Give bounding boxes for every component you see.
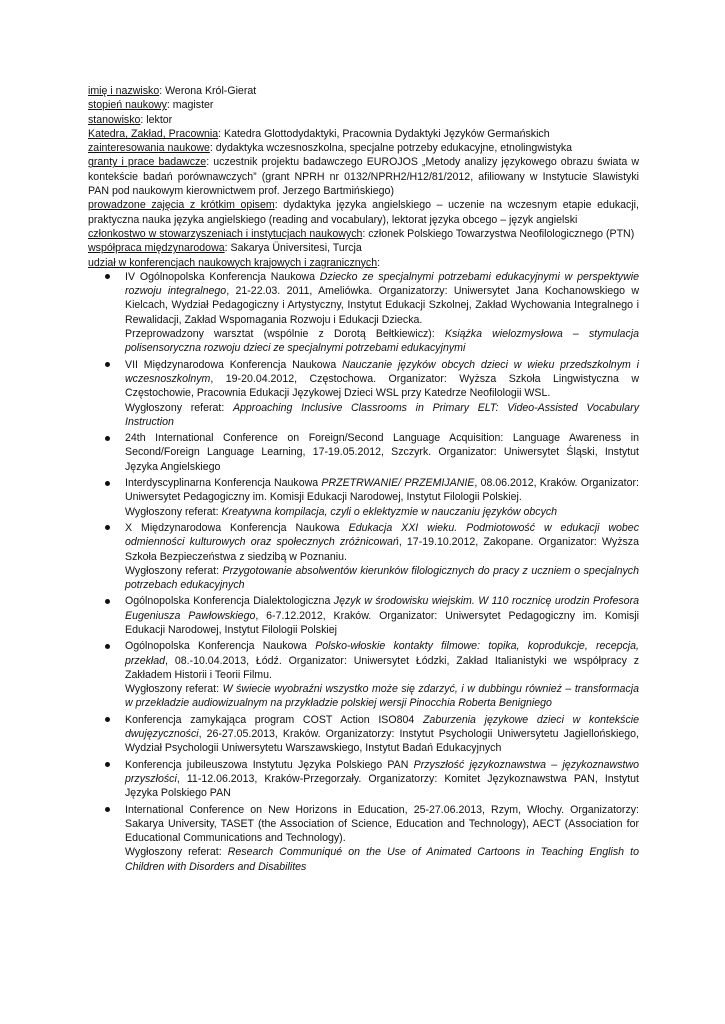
conference-presentation: [125, 682, 639, 711]
conference-item: [125, 713, 639, 756]
conference-title: Przyszłość językoznawstwa – językoznawstwo przyszłości: [125, 758, 639, 785]
field-conferences: [88, 256, 639, 270]
conference-description: [125, 713, 639, 756]
conference-title: Polsko-włoskie kontakty filmowe: topika, koprodukcje, recepcja, przekład: [125, 640, 639, 667]
conference-description: [125, 639, 639, 682]
conference-text: , 21-22.03. 2011, Ameliówka. Organizatorzy: Uniwersytet Jana Kochanowskiego w Kielcach, Wydział Pedagogiczny i Artystyczny, Instytut Edukacji Szkolnej, Zakład Wychowania Integralnego i Rewalidacji, Zakład Wspomagania Rozwoju i Edukacji Dziecka.: [125, 285, 640, 326]
conference-text: , 08.-10.04.2013, Łódź. Organizator: Uniwersytet Łódzki, Zakład Italianistyki we współpracy z Zakładem Historii i Teorii Filmu.: [125, 654, 639, 681]
field-label: Katedra, Zakład, Pracownia: [88, 127, 219, 140]
presentation-label: Wygłoszony referat:: [125, 846, 228, 859]
conference-title: PRZETRWANIE/ PRZEMIJANIE: [321, 477, 475, 490]
conference-text: , 6-7.12.2012, Kraków. Organizator: Uniwersytet Pedagogiczny im. Komisji Edukacji Narodowej, Instytut Filologii Polskiej: [125, 609, 639, 636]
field-value: : uczestnik projektu badawczego EUROJOS „Metody analizy językowego obrazu świata w kontekście badań porównawczych” (grant NPRH nr 0132/NPRH2/H12/81/2012, afiliowany w Instytucie Slawistyki PAN pod naukowym kierownictwem prof. Jerzego Bartmińskiego): [88, 156, 639, 198]
presentation-title: Research Communiqué on the Use of Animated Cartoons in Teaching English to Children with Disorders and Disabilites: [125, 846, 639, 873]
conference-description: [125, 270, 639, 327]
conference-description: [125, 758, 639, 801]
field-department: [88, 127, 639, 141]
field-cooperation: [88, 241, 639, 255]
conference-text: Konferencja zamykająca program COST Action ISO804: [125, 713, 423, 726]
conference-title: Język w środowisku wiejskim. W 110 rocznicę urodzin Profesora Eugeniusza Pawłowskiego: [125, 595, 639, 622]
conference-description: [125, 431, 639, 474]
conference-text: , 26-27.05.2013, Kraków. Organizatorzy: Instytut Psychologii Uniwersytetu Jagiellońskiego, Wydział Psychologii Uniwersytetu Warszawskiego, Instytut Badań Edukacyjnych: [125, 728, 639, 755]
conference-presentation: [125, 401, 639, 430]
presentation-label: Wygłoszony referat:: [125, 505, 222, 518]
conference-description: [125, 521, 639, 564]
conference-item: [125, 758, 639, 801]
field-label: imię i nazwisko: [88, 85, 160, 97]
document-page: [88, 84, 639, 876]
field-label: prowadzone zajęcia z krótkim opisem: [88, 199, 275, 212]
field-value: : członek Polskiego Towarzystwa Neofilologicznego (PTN): [362, 227, 635, 240]
conference-item: [125, 521, 639, 592]
conference-title: Edukacja XXI wieku. Podmiotowość w edukacji wobec odmienności kulturowych oraz społecznych zróżnicowań: [125, 521, 639, 549]
presentation-title: Przygotowanie absolwentów kierunków filologicznych do pracy z uczniem o specjalnych potrzebach edukacyjnych: [125, 564, 639, 592]
presentation-title: Approaching Inclusive Classrooms in Primary ELT: Video-Assisted Vocabulary Instruction: [125, 401, 639, 428]
presentation-label: Wygłoszony referat:: [125, 564, 223, 577]
field-label: granty i prace badawcze: [88, 156, 207, 169]
presentation-title: Kreatywna kompilacja, czyli o eklektyzmie w nauczaniu języków obcych: [221, 505, 558, 518]
conference-item: [125, 639, 639, 710]
conference-text: Ogólnopolska Konferencja Dialektologiczna: [125, 595, 334, 608]
field-position: [88, 113, 639, 127]
field-label: zainteresowania naukowe: [88, 142, 210, 155]
field-label: współpraca międzynarodowa: [88, 242, 225, 255]
conference-description: [125, 594, 639, 637]
conference-item: [125, 431, 639, 474]
conference-list: [88, 270, 639, 874]
conference-text: Interdyscyplinarna Konferencja Naukowa: [125, 477, 322, 490]
field-label: członkostwo w stowarzyszeniach i instytucjach naukowych: [88, 227, 363, 240]
conference-text: , 17-19.10.2012, Zakopane. Organizator: Wyższa Szkoła Bezpieczeństwa z siedzibą w Poznaniu.: [125, 536, 639, 563]
conference-presentation: [125, 564, 639, 593]
conference-title: Nauczanie języków obcych dzieci w wieku przedszkolnym i wczesnoszkolnym: [125, 358, 639, 385]
conference-item: [125, 270, 639, 356]
conference-item: [125, 476, 639, 519]
presentation-label: Wygłoszony referat:: [125, 683, 223, 696]
presentation-label: Przeprowadzony warsztat (wspólnie z Dorotą Bełtkiewicz):: [125, 328, 445, 341]
conference-description: [125, 803, 639, 846]
conference-description: [125, 476, 639, 505]
field-value: : Werona Król-Gierat: [159, 85, 257, 97]
field-value: : magister: [166, 99, 214, 112]
conference-title: Zaburzenia językowe dzieci w kontekście dwujęzyczności: [125, 713, 639, 741]
conference-text: , 19-20.04.2012, Częstochowa. Organizator: Wyższa Szkoła Lingwistyczna w Częstochowie, Pracownia Edukacji Językowej Dzieci WSL przy Katedrze Neofilologii WSL.: [125, 372, 639, 400]
field-grants: [88, 155, 639, 198]
presentation-label: Wygłoszony referat:: [125, 401, 233, 414]
conference-text: X Międzynarodowa Konferencja Naukowa: [125, 521, 349, 534]
field-label: stanowisko: [88, 113, 141, 126]
presentation-title: Książka wielozmysłowa – stymulacja polisensoryczna rozwoju dzieci ze specjalnymi potrzebami edukacyjnymi: [125, 328, 639, 355]
presentation-title: W świecie wyobraźni wszystko może się zdarzyć, i w dubbingu również – transformacja w przekładzie audiowizualnym na przykładzie polskiej wersji Pinocchia Roberta Benigniego: [125, 683, 639, 710]
conference-item: [125, 358, 639, 429]
conference-text: , 08.06.2012, Kraków. Organizator: Uniwersytet Pedagogiczny im. Komisji Edukacji Narodowej, Instytut Filologii Polskiej.: [125, 477, 639, 504]
conference-text: Konferencja jubileuszowa Instytutu Języka Polskiego PAN: [125, 758, 414, 771]
field-name: [88, 84, 639, 98]
conference-text: , 11-12.06.2013, Kraków-Przegorzały. Organizatorzy: Komitet Językoznawstwa PAN, Instytut Języka Polskiego PAN: [125, 772, 639, 800]
conference-presentation: [125, 327, 639, 356]
conference-item: [125, 594, 639, 637]
field-label: udział w konferencjach naukowych krajowych i zagranicznych: [88, 256, 378, 269]
conference-text: VII Międzynarodowa Konferencja Naukowa: [125, 358, 343, 371]
field-degree: [88, 98, 639, 112]
field-value: : Katedra Glottodydaktyki, Pracownia Dydaktyki Języków Germańskich: [218, 127, 550, 140]
field-value: : Sakarya Üniversitesi, Turcja: [224, 242, 362, 255]
conference-text: IV Ogólnopolska Konferencja Naukowa: [125, 270, 320, 283]
field-interests: [88, 141, 639, 155]
field-membership: [88, 227, 639, 241]
field-value: : dydaktyka języka angielskiego – uczenie na wczesnym etapie edukacji, praktyczna nauka języka angielskiego (reading and vocabulary), lektorat języka obcego – język angielski: [88, 199, 639, 226]
conference-title: Dziecko ze specjalnymi potrzebami edukacyjnymi w perspektywie rozwoju integralnego: [125, 270, 639, 298]
field-courses: [88, 198, 639, 227]
conference-presentation: [125, 845, 639, 874]
conference-presentation: [125, 505, 639, 519]
conference-text: Ogólnopolska Konferencja Naukowa: [125, 640, 316, 653]
conference-text: International Conference on New Horizons in Education, 25-27.06.2013, Rzym, Włochy. Organizatorzy: Sakarya University, TASET (the Association of Science, Education and Technology), AECT (Association for Educational Communications and Technology).: [125, 803, 639, 845]
field-value: :: [377, 256, 381, 269]
field-value: : lektor: [140, 113, 173, 126]
field-value: : dydaktyka wczesnoszkolna, specjalne potrzeby edukacyjne, etnolingwistyka: [209, 142, 573, 155]
conference-item: [125, 803, 639, 874]
field-label: stopień naukowy: [88, 99, 167, 112]
conference-text: 24th International Conference on Foreign/Second Language Acquisition: Language Awareness in Second/Foreign Language Learning, 17-19.05.2012, Szczyrk. Organizator: Uniwersytet Śląski, Instytut Języka Angielskiego: [125, 432, 639, 473]
conference-description: [125, 358, 639, 401]
